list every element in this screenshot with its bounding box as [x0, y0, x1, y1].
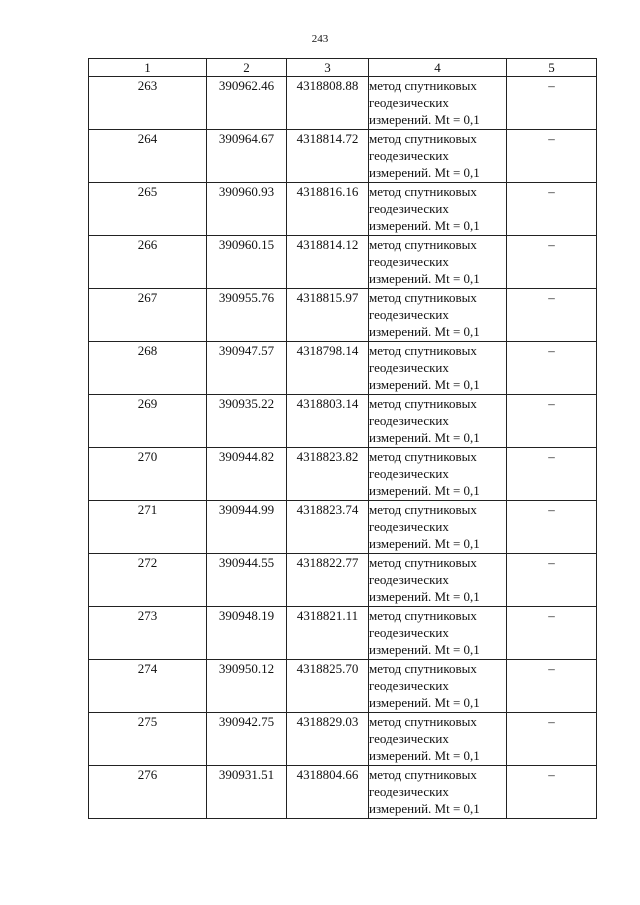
column-5-value: – [507, 554, 597, 607]
method-line: метод спутниковых [369, 608, 477, 623]
y-coordinate: 4318804.66 [287, 766, 369, 819]
method-line: измерений. Mt = 0,1 [369, 589, 480, 604]
point-number: 264 [89, 130, 207, 183]
column-header-5: 5 [507, 59, 597, 77]
method-line: геодезических [369, 413, 449, 428]
method-line: геодезических [369, 466, 449, 481]
table-row [89, 236, 597, 289]
x-coordinate: 390962.46 [207, 77, 287, 130]
method-cell [369, 660, 507, 713]
method-line: метод спутниковых [369, 237, 477, 252]
point-number: 273 [89, 607, 207, 660]
method-line: метод спутниковых [369, 555, 477, 570]
x-coordinate: 390944.82 [207, 448, 287, 501]
method-line: геодезических [369, 678, 449, 693]
method-cell [369, 236, 507, 289]
method-line: измерений. Mt = 0,1 [369, 748, 480, 763]
method-line: измерений. Mt = 0,1 [369, 430, 480, 445]
column-5-value: – [507, 713, 597, 766]
table-row [89, 607, 597, 660]
x-coordinate: 390950.12 [207, 660, 287, 713]
method-cell [369, 130, 507, 183]
method-line: измерений. Mt = 0,1 [369, 695, 480, 710]
x-coordinate: 390948.19 [207, 607, 287, 660]
x-coordinate: 390942.75 [207, 713, 287, 766]
table-row [89, 130, 597, 183]
page-number: 243 [311, 33, 329, 45]
method-line: геодезических [369, 519, 449, 534]
table-row [89, 183, 597, 236]
x-coordinate: 390955.76 [207, 289, 287, 342]
x-coordinate: 390944.99 [207, 501, 287, 554]
table-row [89, 554, 597, 607]
method-cell [369, 713, 507, 766]
point-number: 272 [89, 554, 207, 607]
y-coordinate: 4318816.16 [287, 183, 369, 236]
y-coordinate: 4318803.14 [287, 395, 369, 448]
method-line: метод спутниковых [369, 449, 477, 464]
method-line: измерений. Mt = 0,1 [369, 377, 480, 392]
point-number: 269 [89, 395, 207, 448]
column-header-2: 2 [207, 59, 287, 77]
column-5-value: – [507, 395, 597, 448]
method-line: метод спутниковых [369, 396, 477, 411]
column-5-value: – [507, 501, 597, 554]
table-row [89, 77, 597, 130]
column-5-value: – [507, 342, 597, 395]
method-cell [369, 501, 507, 554]
method-line: геодезических [369, 784, 449, 799]
method-line: метод спутниковых [369, 714, 477, 729]
y-coordinate: 4318829.03 [287, 713, 369, 766]
method-line: измерений. Mt = 0,1 [369, 218, 480, 233]
x-coordinate: 390947.57 [207, 342, 287, 395]
header-row [89, 59, 597, 77]
table-row [89, 501, 597, 554]
method-line: метод спутниковых [369, 131, 477, 146]
point-number: 270 [89, 448, 207, 501]
column-header-1: 1 [89, 59, 207, 77]
method-cell [369, 77, 507, 130]
method-line: геодезических [369, 572, 449, 587]
column-header-4: 4 [369, 59, 507, 77]
method-line: метод спутниковых [369, 78, 477, 93]
method-cell [369, 183, 507, 236]
method-line: геодезических [369, 254, 449, 269]
method-cell [369, 607, 507, 660]
column-5-value: – [507, 660, 597, 713]
column-5-value: – [507, 183, 597, 236]
method-cell [369, 395, 507, 448]
column-5-value: – [507, 77, 597, 130]
y-coordinate: 4318825.70 [287, 660, 369, 713]
method-line: измерений. Mt = 0,1 [369, 112, 480, 127]
table-row [89, 289, 597, 342]
method-line: геодезических [369, 731, 449, 746]
column-5-value: – [507, 130, 597, 183]
y-coordinate: 4318798.14 [287, 342, 369, 395]
method-line: метод спутниковых [369, 661, 477, 676]
table-row [89, 342, 597, 395]
method-line: геодезических [369, 625, 449, 640]
x-coordinate: 390960.93 [207, 183, 287, 236]
table-body [89, 77, 597, 819]
x-coordinate: 390964.67 [207, 130, 287, 183]
y-coordinate: 4318823.74 [287, 501, 369, 554]
point-number: 268 [89, 342, 207, 395]
y-coordinate: 4318822.77 [287, 554, 369, 607]
method-cell [369, 554, 507, 607]
y-coordinate: 4318808.88 [287, 77, 369, 130]
method-line: измерений. Mt = 0,1 [369, 165, 480, 180]
point-number: 275 [89, 713, 207, 766]
table-header [89, 59, 597, 77]
y-coordinate: 4318823.82 [287, 448, 369, 501]
coordinates-table [88, 58, 597, 819]
point-number: 263 [89, 77, 207, 130]
table-row [89, 448, 597, 501]
column-5-value: – [507, 766, 597, 819]
y-coordinate: 4318821.11 [287, 607, 369, 660]
method-line: измерений. Mt = 0,1 [369, 324, 480, 339]
method-line: метод спутниковых [369, 767, 477, 782]
method-cell [369, 448, 507, 501]
method-line: геодезических [369, 148, 449, 163]
table-row [89, 766, 597, 819]
method-line: измерений. Mt = 0,1 [369, 271, 480, 286]
method-line: геодезических [369, 201, 449, 216]
x-coordinate: 390935.22 [207, 395, 287, 448]
column-header-3: 3 [287, 59, 369, 77]
method-cell [369, 289, 507, 342]
point-number: 274 [89, 660, 207, 713]
x-coordinate: 390944.55 [207, 554, 287, 607]
point-number: 266 [89, 236, 207, 289]
table-row [89, 713, 597, 766]
y-coordinate: 4318815.97 [287, 289, 369, 342]
x-coordinate: 390931.51 [207, 766, 287, 819]
method-line: измерений. Mt = 0,1 [369, 801, 480, 816]
table-row [89, 395, 597, 448]
method-cell [369, 766, 507, 819]
method-line: метод спутниковых [369, 184, 477, 199]
method-line: измерений. Mt = 0,1 [369, 536, 480, 551]
method-line: геодезических [369, 95, 449, 110]
column-5-value: – [507, 236, 597, 289]
method-line: геодезических [369, 360, 449, 375]
column-5-value: – [507, 607, 597, 660]
column-5-value: – [507, 448, 597, 501]
column-5-value: – [507, 289, 597, 342]
method-cell [369, 342, 507, 395]
point-number: 267 [89, 289, 207, 342]
method-line: метод спутниковых [369, 290, 477, 305]
point-number: 276 [89, 766, 207, 819]
method-line: измерений. Mt = 0,1 [369, 483, 480, 498]
method-line: метод спутниковых [369, 343, 477, 358]
point-number: 271 [89, 501, 207, 554]
y-coordinate: 4318814.12 [287, 236, 369, 289]
x-coordinate: 390960.15 [207, 236, 287, 289]
method-line: метод спутниковых [369, 502, 477, 517]
method-line: измерений. Mt = 0,1 [369, 642, 480, 657]
point-number: 265 [89, 183, 207, 236]
y-coordinate: 4318814.72 [287, 130, 369, 183]
table-row [89, 660, 597, 713]
method-line: геодезических [369, 307, 449, 322]
